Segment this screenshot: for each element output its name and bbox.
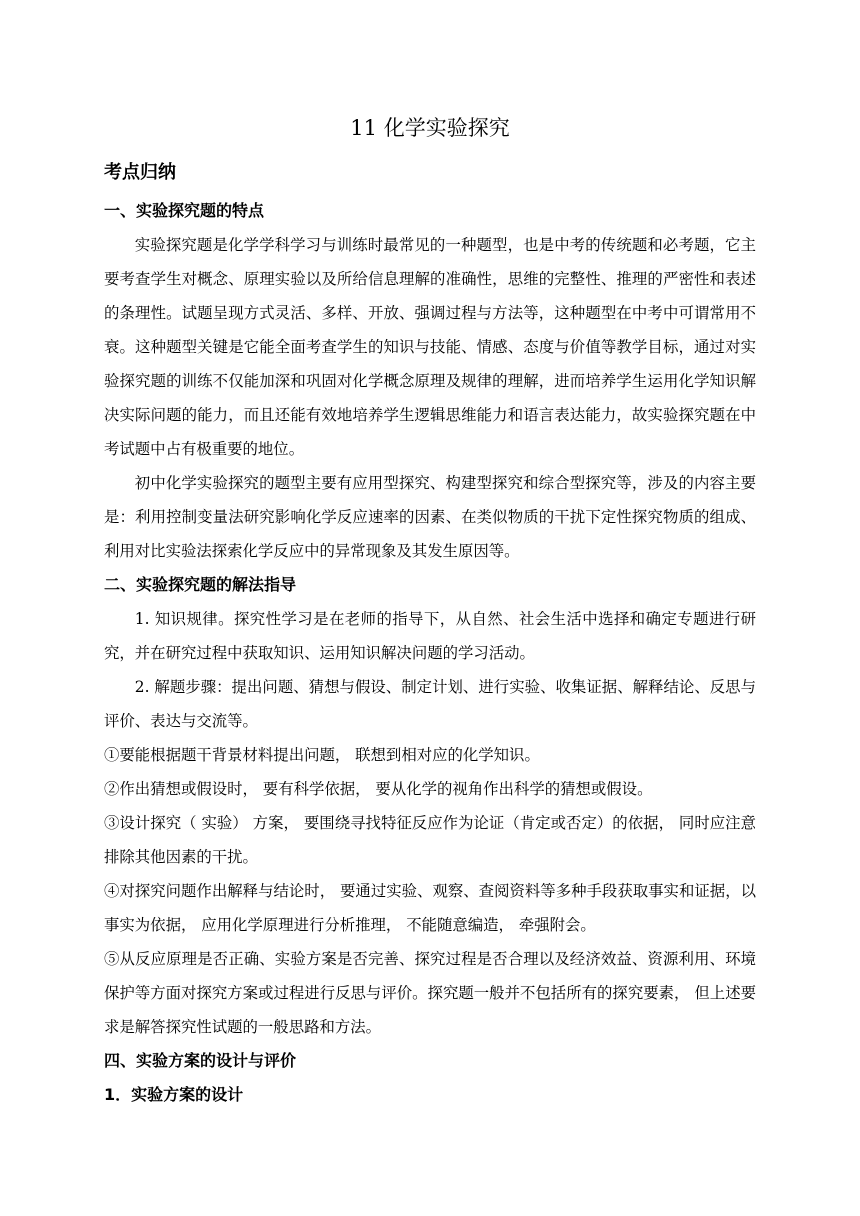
section-4-subheading: 1．实验方案的设计 [104,1085,244,1104]
section-2-point-2: ②作出猜想或假设时， 要有科学依据， 要从化学的视角作出科学的猜想或假设。 [104,780,653,798]
section-2-point-4: ④对探究问题作出解释与结论时， 要通过实验、观察、查阅资料等多种手段获取事实和证据，以事实为依据， 应用化学原理进行分析推理， 不能随意编造， 牵强附会。 [104,882,756,934]
section-2-paragraph-2: 2. 解题步骤：提出问题、猜想与假设、制定计划、进行实验、收集证据、解释结论、反思与评价、表达与交流等。 [104,678,756,730]
section-2-point-5: ⑤从反应原理是否正确、实验方案是否完善、探究过程是否合理以及经济效益、资源利用、环境保护等方面对探究方案或过程进行反思与评价。探究题一般并不包括所有的探究要素， 但上述要求是解答探究性试题的一般思路和方法。 [104,950,756,1036]
section-2-heading: 二、实验探究题的解法指导 [104,575,297,594]
document-body [104,154,756,1112]
document-title: 11 化学实验探究 [350,116,510,140]
section-1-paragraph-2: 初中化学实验探究的题型主要有应用型探究、构建型探究和综合型探究等，涉及的内容主要是：利用控制变量法研究影响化学反应速率的因素、在类似物质的干扰下定性探究物质的组成、利用对比实验法探索化学反应中的异常现象及其发生原因等。 [104,474,756,560]
main-heading: 考点归纳 [104,162,176,183]
section-1-heading: 一、实验探究题的特点 [104,201,265,220]
section-2-paragraph-1: 1. 知识规律。探究性学习是在老师的指导下，从自然、社会生活中选择和确定专题进行研究，并在研究过程中获取知识、运用知识解决问题的学习活动。 [104,610,756,662]
section-2-point-1: ①要能根据题干背景材料提出问题， 联想到相对应的化学知识。 [104,746,540,764]
section-4-heading: 四、实验方案的设计与评价 [104,1051,297,1070]
section-1-paragraph-1: 实验探究题是化学学科学习与训练时最常见的一种题型，也是中考的传统题和必考题，它主要考查学生对概念、原理实验以及所给信息理解的准确性，思维的完整性、推理的严密性和表述的条理性。试题呈现方式灵活、多样、开放、强调过程与方法等，这种题型在中考中可谓常用不衰。这种题型关键是它能全面考查学生的知识与技能、情感、态度与价值等教学目标，通过对实验探究题的训练不仅能加深和巩固对化学概念原理及规律的理解，进而培养学生运用化学知识解决实际问题的能力，而且还能有效地培养学生逻辑思维能力和语言表达能力，故实验探究题在中考试题中占有极重要的地位。 [104,236,756,458]
section-2-point-3: ③设计探究（ 实验） 方案， 要围绕寻找特征反应作为论证（肯定或否定）的依据， 同时应注意排除其他因素的干扰。 [104,814,756,866]
